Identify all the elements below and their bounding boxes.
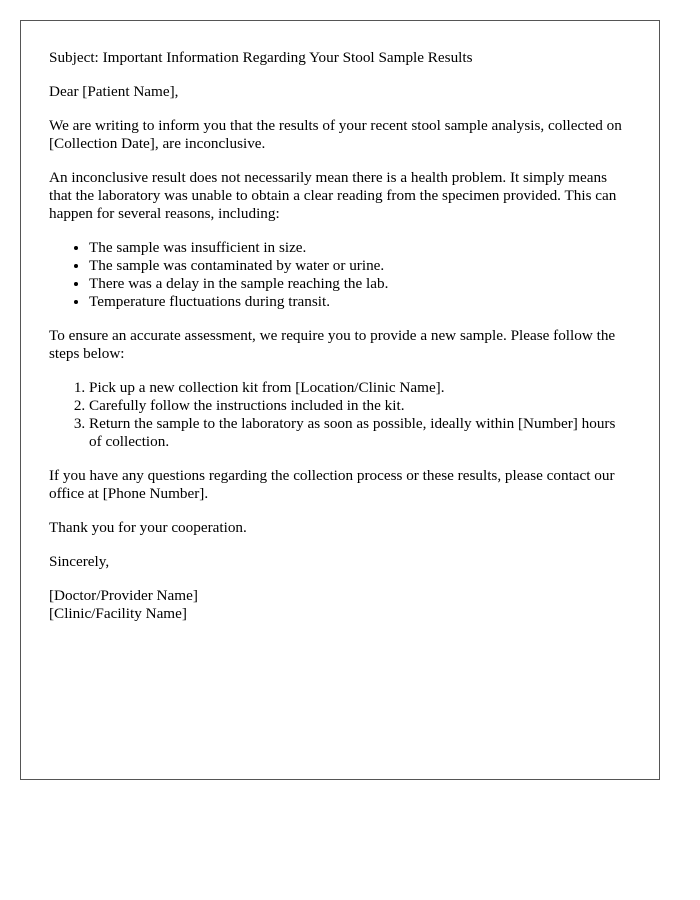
reason-item: • The sample was contaminated by water or urine. xyxy=(89,257,631,275)
reason-item: • There was a delay in the sample reaching the lab. xyxy=(89,275,631,293)
step-item: 1. Pick up a new collection kit from [Location/Clinic Name]. xyxy=(89,379,631,397)
letter-paragraph-results: We are writing to inform you that the results of your recent stool sample analysis, collected on [Collection Date], are inconclusive. xyxy=(49,117,622,152)
letter-paragraph-request: To ensure an accurate assessment, we require you to provide a new sample. Please follow the steps below: xyxy=(49,327,616,362)
signature-name: [Doctor/Provider Name] xyxy=(49,587,198,604)
step-item: 2. Carefully follow the instructions included in the kit. xyxy=(89,397,631,415)
reason-item: • The sample was insufficient in size. xyxy=(89,239,631,257)
letter-document xyxy=(20,20,660,780)
letter-closing: Sincerely, xyxy=(49,553,110,570)
reason-item: • Temperature fluctuations during transit. xyxy=(89,293,631,311)
signature-block xyxy=(49,587,631,623)
steps-list xyxy=(49,379,631,451)
letter-greeting: Dear [Patient Name], xyxy=(49,83,179,100)
letter-paragraph-explanation: An inconclusive result does not necessarily mean there is a health problem. It simply means that the laboratory was unable to obtain a clear reading from the specimen provided. This can happen for several reasons, including: xyxy=(49,169,617,222)
letter-thanks: Thank you for your cooperation. xyxy=(49,519,247,536)
reasons-list xyxy=(49,239,631,311)
step-item: 3. Return the sample to the laboratory as soon as possible, ideally within [Number] hours of collection. xyxy=(89,415,631,451)
signature-facility: [Clinic/Facility Name] xyxy=(49,605,187,622)
letter-subject: Subject: Important Information Regarding Your Stool Sample Results xyxy=(49,49,473,66)
letter-paragraph-contact: If you have any questions regarding the collection process or these results, please contact our office at [Phone Number]. xyxy=(49,467,615,502)
